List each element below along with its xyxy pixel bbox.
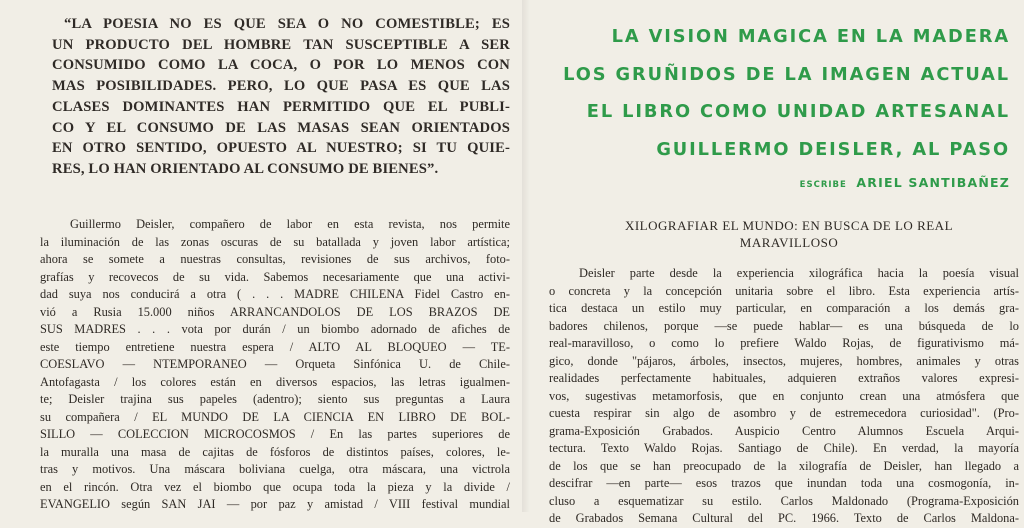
quote-line: RES, LO HAN ORIENTADO AL CONSUMO DE BIENES”. (52, 160, 439, 177)
body-line: realidades perfectamente habituales, adquieren extraños valores expresi- (549, 371, 1019, 385)
article-title-line: EL LIBRO COMO UNIDAD ARTESANAL (586, 101, 1010, 122)
epigraph-quote (52, 14, 510, 180)
byline-label: ESCRIBE (799, 180, 847, 190)
quote-line: MAS POSIBILIDADES. PERO, LO QUE PASA ES QUE LAS (52, 78, 510, 95)
article-titles (540, 18, 1010, 168)
section-heading (569, 218, 1009, 251)
body-line: SILLO — COLECCION MICROCOSMOS / En las partes superiores de (40, 427, 510, 441)
quote-line: CLASES DOMINANTES HAN PERMITIDO QUE EL PUBLI- (52, 98, 510, 115)
byline (800, 172, 1010, 191)
body-line: ahora se somete a nuestras consultas, revisiones de sus archivos, foto- (40, 252, 510, 266)
body-line: cluso a esquematizar su estilo. Carlos Maldonado (Programa-Exposición (549, 493, 1019, 508)
body-line: tica destaca un estilo muy particular, en comparación a los demás gra- (549, 301, 1019, 315)
body-line: Guillermo Deisler, compañero de labor en esta revista, nos permite (70, 217, 510, 231)
body-line: tectura. Texto Waldo Rojas. Santiago de Chile). En verdad, la mayoría (549, 441, 1019, 455)
body-line: gico, donde "pájaros, árboles, insectos, mujeres, hombres, animales y otras (549, 353, 1019, 368)
body-line: su compañera / EL MUNDO DE LA CIENCIA EN LIBRO DE BOL- (40, 409, 510, 424)
body-line: este tiempo entretiene nuestra espera / ALTO AL BLOQUEO — TE- (40, 339, 510, 354)
quote-line: “LA POESIA NO ES QUE SEA O NO COMESTIBLE; ES (64, 16, 510, 32)
article-title-line: LOS GRUÑIDOS DE LA IMAGEN ACTUAL (563, 63, 1010, 85)
body-line: grama-Exposición Grabados. Auspicio Centro Alumnos Escuela Arqui- (549, 423, 1019, 438)
body-line: descifrar —en parte— esos trazos que inundan toda una cosmogonía, in- (549, 476, 1019, 490)
body-line: dad suya nos conducirá a otra ( . . . MADRE CHILENA Fidel Castro en- (40, 287, 510, 301)
right-body-text (549, 265, 1019, 528)
body-line: COESLAVO — NTEMPORANEO — Orqueta Sinfónica U. de Chile- (40, 357, 510, 371)
author-name: ARIEL SANTIBAÑEZ (856, 175, 1010, 190)
body-line: vos, sugestivas metamorfosis, que en conjunto crean una atmósfera que (549, 388, 1019, 403)
body-line: Deisler parte desde la experiencia xilográfica hacia la poesía visual (579, 266, 1019, 280)
section-heading-line: XILOGRAFIAR EL MUNDO: EN BUSCA DE LO REAL (624, 218, 954, 233)
body-line: la muralla una masa de cajitas de fósforos de distintos países, colores, le- (40, 444, 510, 459)
body-line: en el rincón. Otra vez el biombo que ocupa toda la pieza y la divide / (40, 479, 510, 494)
article-title-line: GUILLERMO DEISLER, AL PASO (656, 138, 1010, 160)
quote-line: CONSUMIDO COMO LA COCA, O POR LO MENOS CON (52, 57, 510, 74)
body-line: grafías y recovecos de su vida. Sabemos necesariamente que una activi- (40, 269, 510, 284)
body-line: vió a Rusia 15.000 niños ARRANCANDOLOS DE LOS BRAZOS DE (40, 304, 510, 319)
body-line: real-maravilloso, o como lo prefiere Waldo Rojas, de figurativismo má- (549, 336, 1019, 350)
quote-line: EN OTRO SENTIDO, OPUESTO AL NUESTRO; SI TU QUIE- (52, 140, 510, 157)
quote-line: UN PRODUCTO DEL HOMBRE TAN SUSCEPTIBLE A SER (52, 36, 510, 53)
right-page (525, 0, 1024, 525)
body-line: de Grabados Semana Cultural del PC. 1966. Texto de Carlos Maldona- (549, 511, 1019, 525)
left-page (0, 0, 525, 512)
left-body-text (40, 216, 510, 514)
body-line: de los que se han preocupado de la xilografía de Deisler, han llegado a (549, 458, 1019, 473)
body-line: te; Deisler trajina sus papeles (adentro); siento sus preguntas a Laura (40, 392, 510, 406)
body-line: cuesta respirar sin algo de asombro y de estremecedora curiosidad". (Pro- (549, 406, 1019, 420)
article-title-line: LA VISION MAGICA EN LA MADERA (611, 26, 1010, 47)
body-line: SUS MADRES . . . vota por durán / un biombo adornado de afiches de (40, 322, 510, 336)
body-line: badores chilenos, porque —se puede hablar— es una búsqueda de lo (549, 318, 1019, 333)
quote-line: CO Y EL CONSUMO DE LAS MASAS SEAN ORIENTADOS (52, 119, 510, 136)
body-line: EVANGELIO según SAN JAI — por paz y amistad / VIII festival mundial (40, 497, 510, 511)
section-heading-line: MARAVILLOSO (739, 234, 839, 250)
body-line: Antofagasta / los colores están en diversos espacios, las letras igualmen- (40, 374, 510, 389)
body-line: tras y motivos. Una máscara boliviana cuelga, otra máscara, una victrola (40, 462, 510, 476)
body-line: o concreta y la concepción unitaria sobre el libro. Esta experiencia artís- (549, 283, 1019, 298)
body-line: la iluminación de las zonas oscuras de su batallada y joven labor artística; (40, 234, 510, 249)
